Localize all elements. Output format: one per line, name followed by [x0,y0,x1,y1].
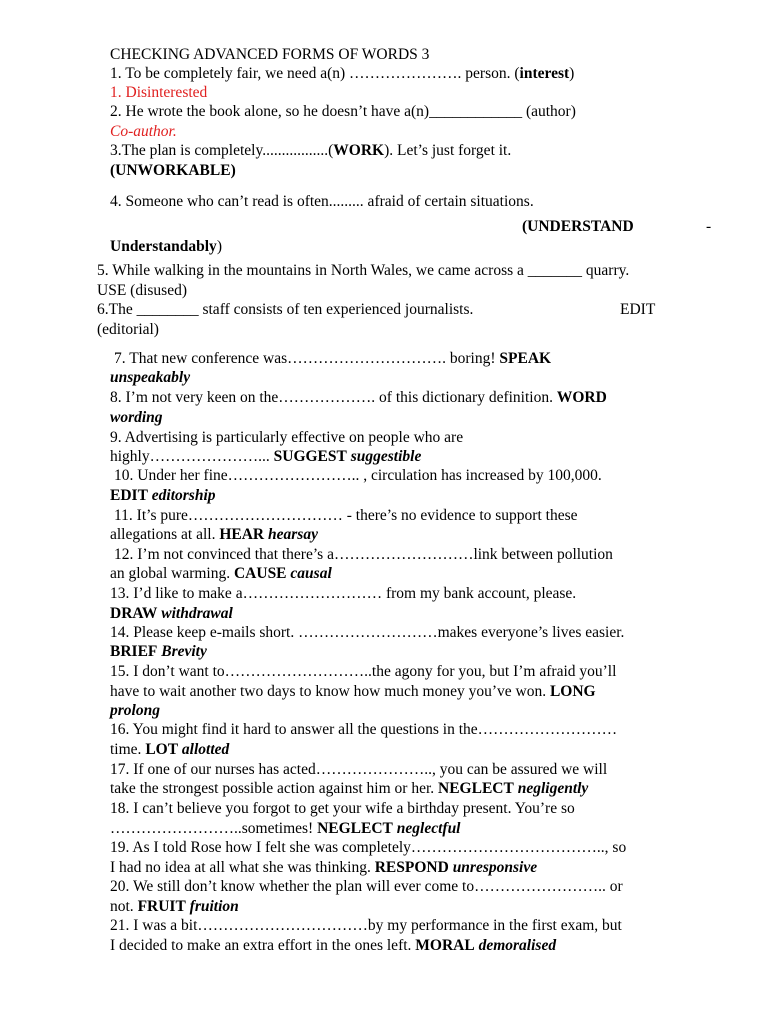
question-11: 11. It’s pure………………………… - there’s no evidence to support these [114,507,578,524]
question-8-word: WORD [556,389,607,406]
question-19-line2 [110,858,537,877]
question-11-word: HEAR [219,526,265,543]
question-14-line2 [110,642,207,661]
answer-8: wording [110,409,163,426]
question-6-word: EDIT [620,301,656,318]
answer-9: suggestible [350,448,422,465]
question-1 [110,64,574,83]
question-11-line2 [110,525,318,544]
question-21-word: MORAL [415,937,475,954]
question-18-word: NEGLECT [317,820,393,837]
question-14: 14. Please keep e-mails short. ………………………makes everyone’s lives easier. [110,624,625,641]
answer-4-word: Understandably [110,238,217,255]
question-20-text: not. [110,898,138,915]
question-13-word: DRAW [110,605,158,622]
question-1-close: ) [569,65,575,82]
question-2: 2. He wrote the book alone, so he doesn’t have a(n)____________ (author) [110,103,576,120]
question-7-text: 7. That new conference was…………………………. boring! [114,350,500,367]
answer-19: unresponsive [452,859,538,876]
question-18-text: ……………………..sometimes! [110,820,318,837]
question-9-line2 [110,447,421,466]
question-1-text: 1. To be completely fair, we need a(n) …………………. person. ( [110,65,520,82]
answer-18: neglectful [396,820,461,837]
question-20-word: FRUIT [137,898,186,915]
answer-2: Co-author. [110,123,177,140]
answer-12: causal [290,565,332,582]
answer-1: 1. Disinterested [110,84,208,101]
question-12-text: an global warming. [110,565,234,582]
answer-21: demoralised [478,937,557,954]
question-1-word: interest [519,65,570,82]
question-12: 12. I’m not convinced that there’s a………………………link between pollution [114,546,613,563]
question-10-word: EDIT [110,487,148,504]
question-20-line2 [110,897,239,916]
question-13-line2 [110,604,233,623]
question-19: 19. As I told Rose how I felt she was completely……………………………….., so [110,839,627,856]
question-4-word: (UNDERSTAND [522,218,634,235]
answer-3: (UNWORKABLE) [110,162,236,179]
question-13: 13. I’d like to make a……………………… from my bank account, please. [110,585,577,602]
question-14-word: BRIEF [110,643,158,660]
answer-4-close: ) [216,238,222,255]
question-10: 10. Under her fine…………………….. , circulation has increased by 100,000. [114,467,602,484]
question-3 [110,141,511,160]
question-18: 18. I can’t believe you forgot to get your wife a birthday present. You’re so [110,800,575,817]
question-19-word: RESPOND [374,859,449,876]
question-11-text: allegations at all. [110,526,220,543]
question-4-dash: - [706,218,712,235]
answer-6: (editorial) [97,321,159,338]
question-17: 17. If one of our nurses has acted………………….., you can be assured we will [110,761,608,778]
question-9: 9. Advertising is particularly effective on people who are [110,429,464,446]
question-16-line2 [110,740,229,759]
question-15-line2 [110,682,596,701]
question-15-text: have to wait another two days to know how much money you’ve won. [110,683,550,700]
answer-20: fruition [189,898,239,915]
answer-10: editorship [151,487,216,504]
question-3-text-b: ). Let’s just forget it. [384,142,512,159]
answer-4 [110,237,222,256]
question-16: 16. You might find it hard to answer all the questions in the……………………… [110,721,618,738]
question-19-text: I had no idea at all what she was thinking. [110,859,375,876]
question-8-text: 8. I’m not very keen on the………………. of this dictionary definition. [110,389,557,406]
question-21-text: I decided to make an extra effort in the ones left. [110,937,416,954]
question-17-word: NEGLECT [438,780,514,797]
page-title: CHECKING ADVANCED FORMS OF WORDS 3 [110,46,430,63]
question-5: 5. While walking in the mountains in North Wales, we came across a _______ quarry. [97,262,630,279]
question-15: 15. I don’t want to………………………..the agony for you, but I’m afraid you’ll [110,663,617,680]
question-21-line2 [110,936,556,955]
answer-15: prolong [110,702,160,719]
question-17-line2 [110,779,588,798]
answer-5: USE (disused) [97,282,187,299]
question-4: 4. Someone who can’t read is often......... afraid of certain situations. [110,193,534,210]
answer-17: negligently [517,780,589,797]
answer-7: unspeakably [110,369,191,386]
question-9-word: SUGGEST [273,448,347,465]
question-7 [114,349,551,368]
question-16-text: time. [110,741,146,758]
question-17-text: take the strongest possible action against him or her. [110,780,439,797]
question-16-word: LOT [145,741,179,758]
question-10-line2 [110,486,216,505]
question-6: 6.The ________ staff consists of ten experienced journalists. [97,301,474,318]
question-8 [110,388,607,407]
question-20: 20. We still don’t know whether the plan will ever come to…………………….. or [110,878,623,895]
question-15-word: LONG [549,683,596,700]
answer-16: allotted [181,741,230,758]
question-12-line2 [110,564,332,583]
question-12-word: CAUSE [233,565,287,582]
answer-11: hearsay [268,526,318,543]
question-7-word: SPEAK [499,350,552,367]
question-21: 21. I was a bit……………………………by my performance in the first exam, but [110,917,622,934]
question-3-text: 3.The plan is completely.................( [110,142,334,159]
question-18-line2 [110,819,461,838]
answer-13: withdrawal [161,605,233,622]
question-9-text: highly…………………... [110,448,274,465]
question-3-word: WORK [333,142,385,159]
answer-14: Brevity [161,643,207,660]
